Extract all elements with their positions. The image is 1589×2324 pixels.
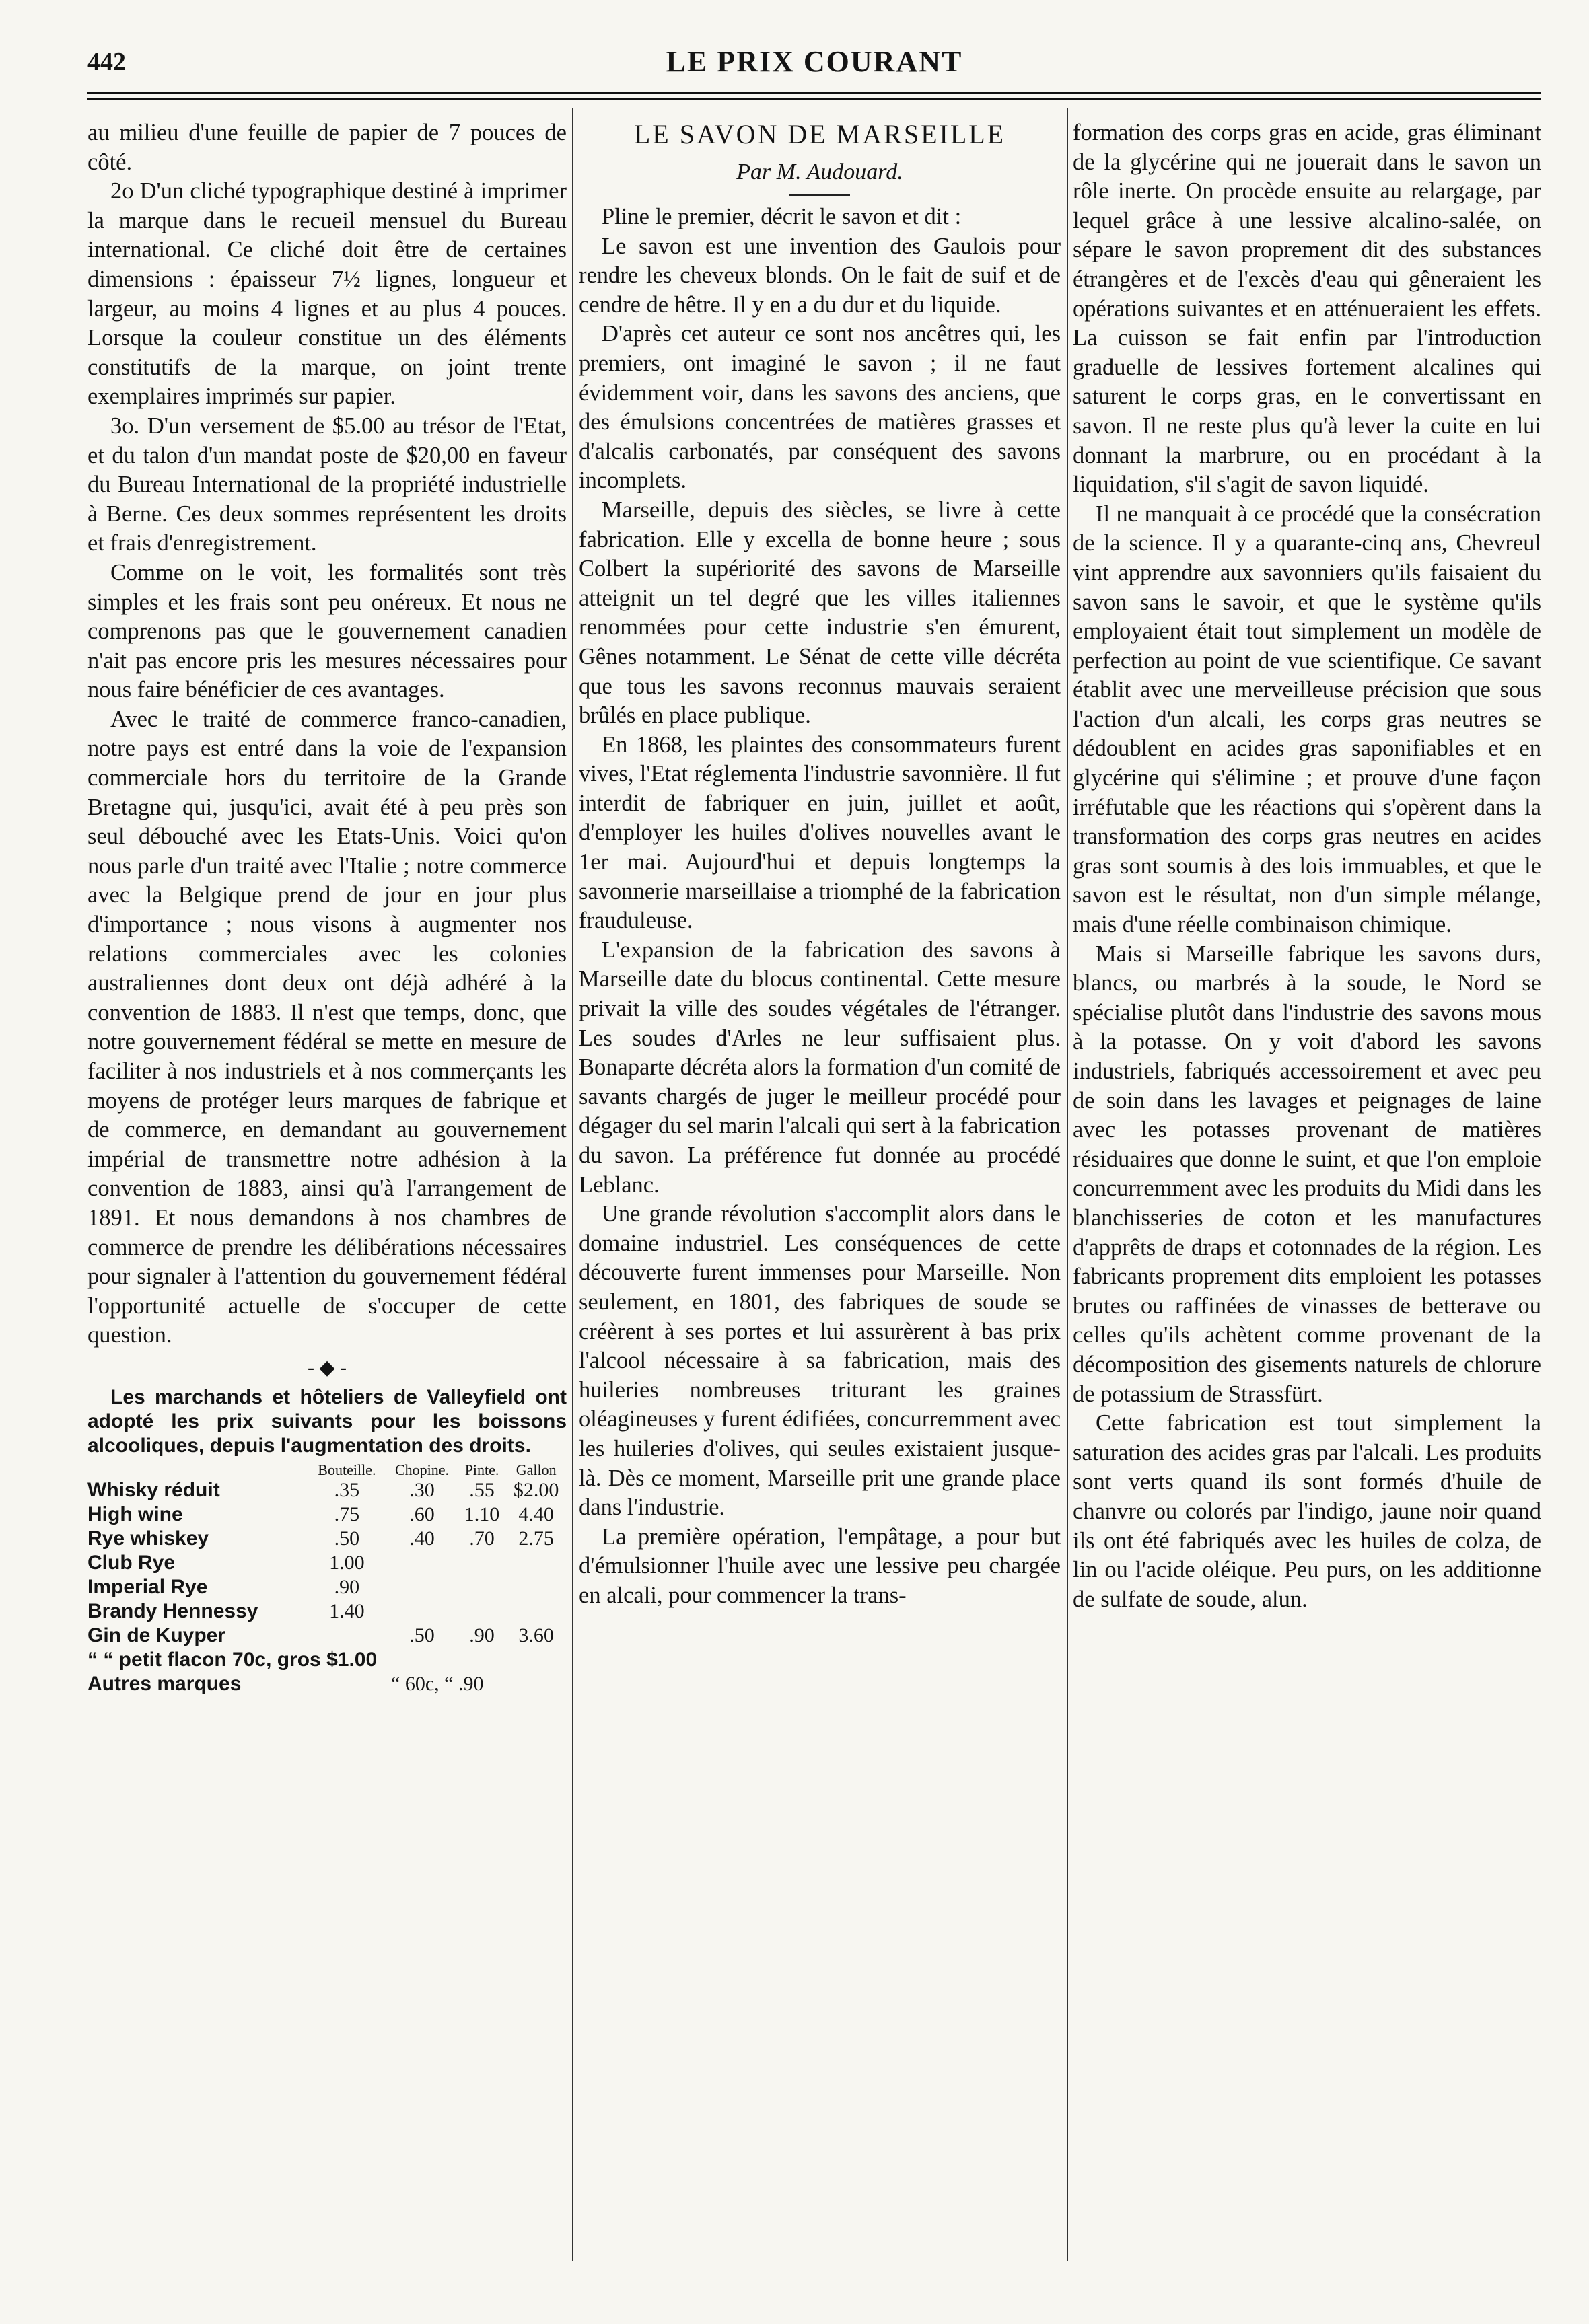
paragraph: La première opération, l'empâtage, a pour but d'émulsionner l'huile avec une lessive peu chargée en alcali, pour commencer la trans- [579, 1523, 1061, 1608]
table-row [87, 1502, 567, 1527]
price-cell [458, 1575, 506, 1599]
paragraph: En 1868, les plaintes des consommateurs furent vives, l'Etat réglementa l'industrie savonnière. Il fut interdit de fabriquer en juin, juillet et août, d'employer les huiles d'olives nouvelles avant le 1er mai. Aujourd'hui et depuis longtemps la savonnerie marseillaise a triomphé de la fabrication frauduleuse. [579, 731, 1061, 934]
price-cell [386, 1551, 458, 1575]
paragraph: Une grande révolution s'accomplit alors dans le domaine industriel. Les conséquences de cette découverte furent immenses pour Marseille. Non seulement, en 1801, des fabriques de soude se créèrent à ses portes et lui assurèrent à bas prix l'alcool nécessaire à sa fabrication, mais des huileries nombreuses triturant les graines oléagineuses y furent édifiées, concurremment avec les huileries d'olives, qui seules existaient jusque-là. Dès ce moment, Marseille prit une grande place dans l'industrie. [579, 1201, 1061, 1521]
price-cell [505, 1551, 567, 1575]
price-cell [458, 1551, 506, 1575]
paragraph: formation des corps gras en acide, gras éliminant de la glycérine qui ne jouerait dans le savon un rôle inerte. On procède ensuite au relargage, par lequel grâce à une lessive alcalino-salée, on sépare le savon proprement dit des substances étrangères et de l'excès d'eau qui gêneraient les opérations suivantes et en atténueraient les effets. La cuisson se fait enfin par l'introduction graduelle de lessives fortement alcalines qui saturent le corps gras, en le convertissant en savon. Il ne reste plus qu'à lever la cuite en lui donnant la marbrure, ou en procédant à la liquidation, s'il s'agit de savon liquidé. [1073, 120, 1541, 498]
price-table-header: Bouteille. [318, 1461, 376, 1478]
page-number: 442 [87, 48, 126, 76]
price-cell: 1.10 [464, 1502, 500, 1525]
table-row [87, 1648, 567, 1672]
paragraph: Le savon est une invention des Gaulois pour rendre les cheveux blonds. On le fait de suif et de cendre de hêtre. Il y en a du dur et du liquide. [579, 233, 1061, 318]
drink-name: Autres marques [87, 1672, 242, 1695]
drink-name: Club Rye [87, 1551, 176, 1574]
price-cell: 2.75 [518, 1527, 554, 1550]
article-title: LE SAVON DE MARSEILLE [633, 119, 1006, 149]
paragraph: Avec le traité de commerce franco-canadien, notre pays est entré dans la voie de l'expansion commerciale hors du territoire de la Grande Bretagne qui, jusqu'ici, avait été à peu près son seul débouché avec les Etats-Unis. Voici qu'on nous parle d'un traité avec l'Italie ; notre commerce avec la Belgique prend de jour en jour plus d'importance ; nous visons à augmenter nos relations commerciales avec les colonies australiennes dont deux ont déjà adhéré à la convention de 1883. Il n'est que temps, donc, que notre gouvernement fédéral se mette en mesure de faciliter à nos industriels et à nos commerçants les moyens de protéger leurs marques de fabrique et de commerce, en demandant au gouvernement impérial de transmettre notre adhésion à la convention de 1883, ainsi qu'à l'arrangement de 1891. Et nous demandons à nos chambres de commerce de prendre les délibérations nécessaires pour signaler à l'attention du gouvernement fédéral l'opportunité actuelle de s'occuper de cette question. [87, 706, 567, 1348]
paragraph: D'après cet auteur ce sont nos ancêtres qui, les premiers, ont imaginé le savon ; il ne faut évidemment voir, dans les savons des anciens, que des émulsions concentrées de matières grasses et d'alcalis carbonatés, par conséquent des savons incomplets. [579, 321, 1061, 494]
price-cell: .55 [469, 1478, 495, 1501]
column-right [1073, 118, 1541, 1614]
paragraph: Comme on le voit, les formalités sont très simples et les frais sont peu onéreux. Et nous ne comprenons pas que le gouvernement canadien n'ait pas encore pris les mesures nécessaires pour nous faire bénéficier de ces avantages. [87, 559, 567, 703]
price-cell: 3.60 [518, 1624, 554, 1646]
paragraph: au milieu d'une feuille de papier de 7 pouces de côté. [87, 120, 567, 175]
paragraph: L'expansion de la fabrication des savons à Marseille date du blocus continental. Cette mesure privait la ville des soudes végétales de l'étranger. Les soudes d'Arles ne leur suffisaient plus. Bonaparte décréta alors la formation d'un comité de savants chargés de juger le meilleur procédé pour dégager du sel marin l'alcali qui sert à la fabrication du savon. La préférence fut donnée au procédé Leblanc. [579, 937, 1061, 1198]
price-cell: .90 [469, 1624, 495, 1646]
table-row [87, 1599, 567, 1624]
price-cell [505, 1575, 567, 1599]
price-cell: .35 [334, 1478, 360, 1501]
drink-name: Gin de Kuyper [87, 1624, 226, 1646]
price-table [87, 1462, 567, 1696]
price-cell: .50 [334, 1527, 360, 1550]
header-rule-thin [87, 98, 1541, 100]
page-header [87, 42, 1541, 89]
price-cell [308, 1624, 386, 1648]
price-cell [386, 1599, 458, 1624]
section-separator: - ◆ - [307, 1356, 347, 1379]
price-cell: .60 [409, 1502, 435, 1525]
price-table-header: Chopine. [394, 1461, 450, 1478]
ditto-row-text: “ “ petit flacon 70c, gros $1.00 [87, 1648, 378, 1671]
drink-name: Brandy Hennessy [87, 1599, 258, 1622]
column-middle [579, 118, 1061, 1611]
price-cell: 4.40 [518, 1502, 554, 1525]
table-row [87, 1527, 567, 1551]
column-left [87, 118, 567, 1696]
price-cell: .30 [409, 1478, 435, 1501]
drink-name: Rye whiskey [87, 1527, 209, 1550]
paragraph: Mais si Marseille fabrique les savons durs, blancs, ou marbrés à la soude, le Nord se spécialise plutôt dans l'industrie des savons mous à la potasse. On y voit d'abord les savons industriels, fabriqués accessoirement et avec peu de soin dans les lavages et peignages de laine avec les potasses provenant de matières résiduaires que donne le suint, et que l'on emploie concurremment avec les produits du Midi dans les blanchisseries de coton et les manufactures d'apprêts de draps et cotonnades de la région. Les fabricants proprement dits emploient les potasses brutes ou raffinées de vinasses de betterave ou celles qu'ils achètent comme provenant de la décomposition des gisements naturels de chlorure de potassium de Strassfürt. [1073, 941, 1541, 1407]
article-byline: Par M. Audouard. [736, 159, 903, 184]
price-cell: .75 [334, 1502, 360, 1525]
price-cell: $2.00 [513, 1478, 559, 1501]
paragraph: 2o D'un cliché typographique destiné à imprimer la marque dans le recueil mensuel du Bureau international. Ce cliché doit être de certaines dimensions : épaisseur 7½ lignes, longueur et largeur, au moins 4 lignes et au plus 4 pouces. Lorsque la couleur constitue un des éléments constitutifs de la marque, on joint trente exemplaires imprimés sur papier. [87, 178, 567, 410]
price-cell: .70 [469, 1527, 495, 1550]
paragraph: Marseille, depuis des siècles, se livre à cette fabrication. Elle y excella de bonne heure ; sous Colbert la supériorité des savons de Marseille atteignit un tel degré que les villes italiennes renommées pour cette industrie s'en émurent, Gênes notamment. Le Sénat de cette ville décréta que tous les savons reconnus mauvais seraient brûlés en place publique. [579, 497, 1061, 729]
header-rule [87, 92, 1541, 94]
column-divider [572, 108, 573, 2261]
drink-name: High wine [87, 1502, 183, 1525]
table-row [87, 1672, 567, 1696]
paragraph: Il ne manquait à ce procédé que la consécration de la science. Il y a quarante-cinq ans, Chevreul vint apprendre aux savonniers qu'ils faisaient du savon sans le savoir, et que le système qu'ils employaient était tout simplement un modèle de perfection au point de vue scientifique. Ce savant établit avec une merveilleuse précision que sous l'action d'un alcali, les corps gras neutres se dédoublent en acides gras saponifiables et en glycérine qui s'élimine ; et prouve d'une façon irréfutable que les réactions qui s'opèrent dans la transformation des corps gras neutres en acides gras sont soumis à des lois immuables, et que le savon est le résultat, non d'un simple mélange, mais d'une réelle combinaison chimique. [1073, 501, 1541, 938]
paragraph: Pline le premier, décrit le savon et dit : [602, 204, 962, 229]
drink-name: Whisky réduit [87, 1478, 220, 1501]
price-table-header: Pinte. [464, 1461, 499, 1478]
price-cell: .50 [409, 1624, 435, 1646]
drink-name: Imperial Rye [87, 1575, 208, 1598]
column-middle-text [579, 203, 1061, 1611]
price-cell: .40 [409, 1527, 435, 1550]
price-table-header: Gallon [516, 1461, 557, 1478]
table-row [87, 1624, 567, 1648]
price-cell: 1.00 [329, 1551, 365, 1574]
table-row [87, 1478, 567, 1502]
paragraph: Cette fabrication est tout simplement la saturation des acides gras par l'alcali. Les produits sont verts quand ils sont formés d'huile de chanvre ou colorés par l'indigo, jaune noir quand ils ont été fabriqués avec les huiles de colza, de lin ou l'acide oléique. Peu purs, on les additionne de sulfate de soude, alun. [1073, 1410, 1541, 1612]
table-row [87, 1551, 567, 1575]
price-notice: Les marchands et hôteliers de Valleyfield ont adopté les prix suivants pour les boissons alcooliques, depuis l'augmentation des droits. [87, 1385, 567, 1457]
price-cell [386, 1575, 458, 1599]
running-title: LE PRIX COURANT [666, 45, 963, 78]
paragraph: 3o. D'un versement de $5.00 au trésor de l'Etat, et du talon d'un mandat poste de $20,00 en faveur du Bureau International de la propriété industrielle à Berne. Ces deux sommes représentent les droits et frais d'enregistrement. [87, 412, 567, 556]
column-right-text [1073, 118, 1541, 1614]
column-left-text [87, 118, 567, 1350]
price-cell: .90 [334, 1575, 360, 1598]
price-cell: 1.40 [329, 1599, 365, 1622]
price-cell [458, 1599, 506, 1624]
price-cell [505, 1599, 567, 1624]
table-row [87, 1575, 567, 1599]
ditto-row-text: “ 60c, “ .90 [391, 1672, 484, 1695]
title-rule [789, 194, 850, 196]
price-table-header-blank [87, 1462, 308, 1478]
column-divider [1067, 108, 1068, 2261]
